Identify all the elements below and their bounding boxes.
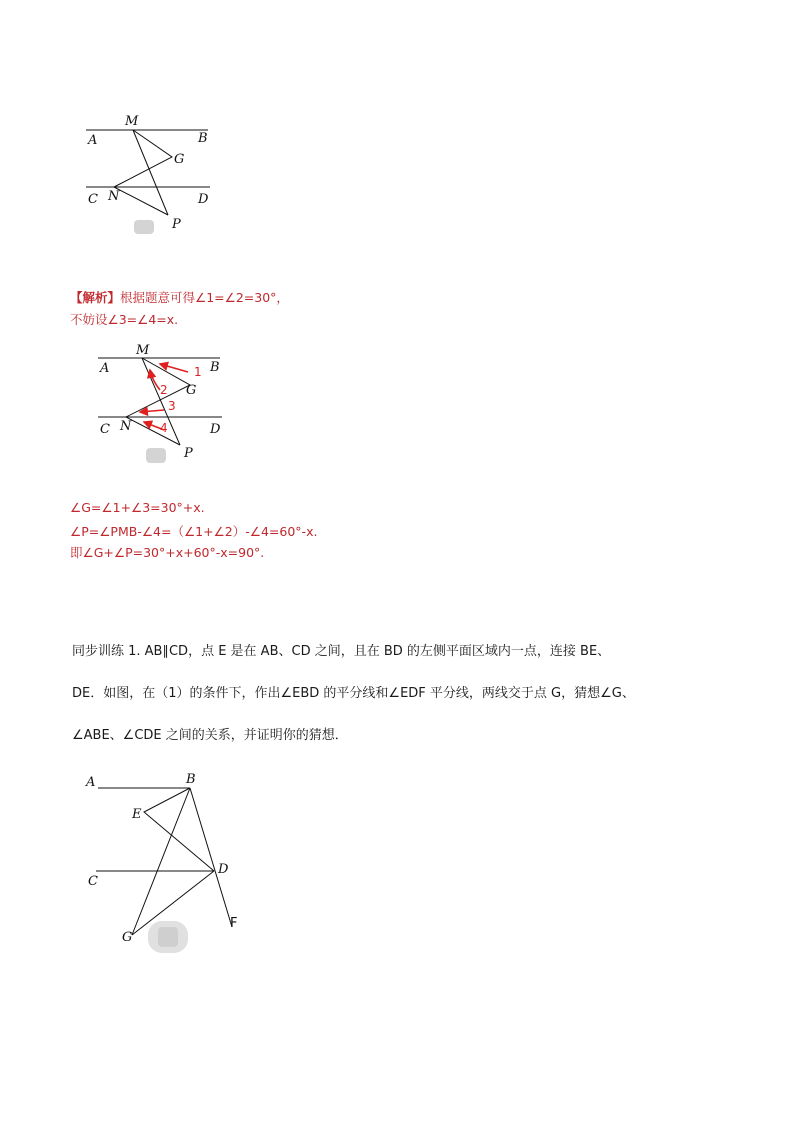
label-m: M <box>125 114 139 129</box>
segment-b-f <box>190 788 232 927</box>
blur-patch <box>134 220 154 234</box>
label-b: B <box>186 772 196 787</box>
equation-2: ∠P=∠PMB-∠4=（∠1+∠2）-∠4=60°-x. <box>70 524 318 539</box>
label-n: N <box>120 419 132 434</box>
label-g: G <box>122 930 133 945</box>
label-b: B <box>210 360 220 375</box>
blur-patch <box>146 448 166 463</box>
label-m: M <box>136 343 150 358</box>
label-b: B <box>198 131 208 146</box>
label-a: A <box>100 361 110 376</box>
label-e: E <box>132 807 142 822</box>
exercise-line-2: DE．如图，在（1）的条件下，作出∠EBD 的平分线和∠EDF 平分线，两线交于点 G，猜想∠G、 <box>72 686 635 701</box>
solution-line-2: 不妨设∠3=∠4=x. <box>70 312 179 327</box>
angle-label-4: 4 <box>160 421 168 435</box>
label-f: F <box>230 916 238 931</box>
label-d: D <box>218 862 229 877</box>
equation-3: 即∠G+∠P=30°+x+60°-x=90°. <box>70 545 265 560</box>
angle-label-1: 1 <box>194 365 202 379</box>
label-d: D <box>210 422 221 437</box>
exercise-line-3: ∠ABE、∠CDE 之间的关系，并证明你的猜想． <box>72 728 348 743</box>
angle-label-2: 2 <box>160 383 168 397</box>
figure-2-diagram <box>90 340 230 470</box>
segment-n-p <box>126 417 180 445</box>
solution-tag: 【解析】 <box>70 290 121 305</box>
segment-n-p <box>114 187 168 215</box>
label-c: C <box>88 874 98 889</box>
label-c: C <box>88 192 98 207</box>
solution-line-1-text: 根据题意可得∠1=∠2=30°， <box>120 290 289 305</box>
equation-1: ∠G=∠1+∠3=30°+x. <box>70 500 205 515</box>
segment-b-e-d <box>144 788 214 871</box>
label-d: D <box>198 192 209 207</box>
label-a: A <box>86 775 96 790</box>
segment-m-g-n <box>114 130 172 187</box>
solution-line-1 <box>70 288 289 306</box>
segment-m-p <box>133 130 168 215</box>
angle-3-arrow <box>140 410 164 412</box>
figure-3-diagram <box>80 765 260 960</box>
label-a: A <box>88 133 98 148</box>
figure-1-diagram <box>80 110 220 240</box>
label-c: C <box>100 422 110 437</box>
blur-patch-inner <box>158 927 178 947</box>
label-p: P <box>172 217 181 232</box>
label-g: G <box>186 383 197 398</box>
label-n: N <box>108 189 120 204</box>
angle-label-3: 3 <box>168 399 176 413</box>
label-g: G <box>174 152 185 167</box>
label-p: P <box>184 446 193 461</box>
exercise-line-1: 同步训练 1. AB∥CD，点 E 是在 AB、CD 之间，且在 BD 的左侧平面区域内一点，连接 BE、 <box>72 644 611 659</box>
